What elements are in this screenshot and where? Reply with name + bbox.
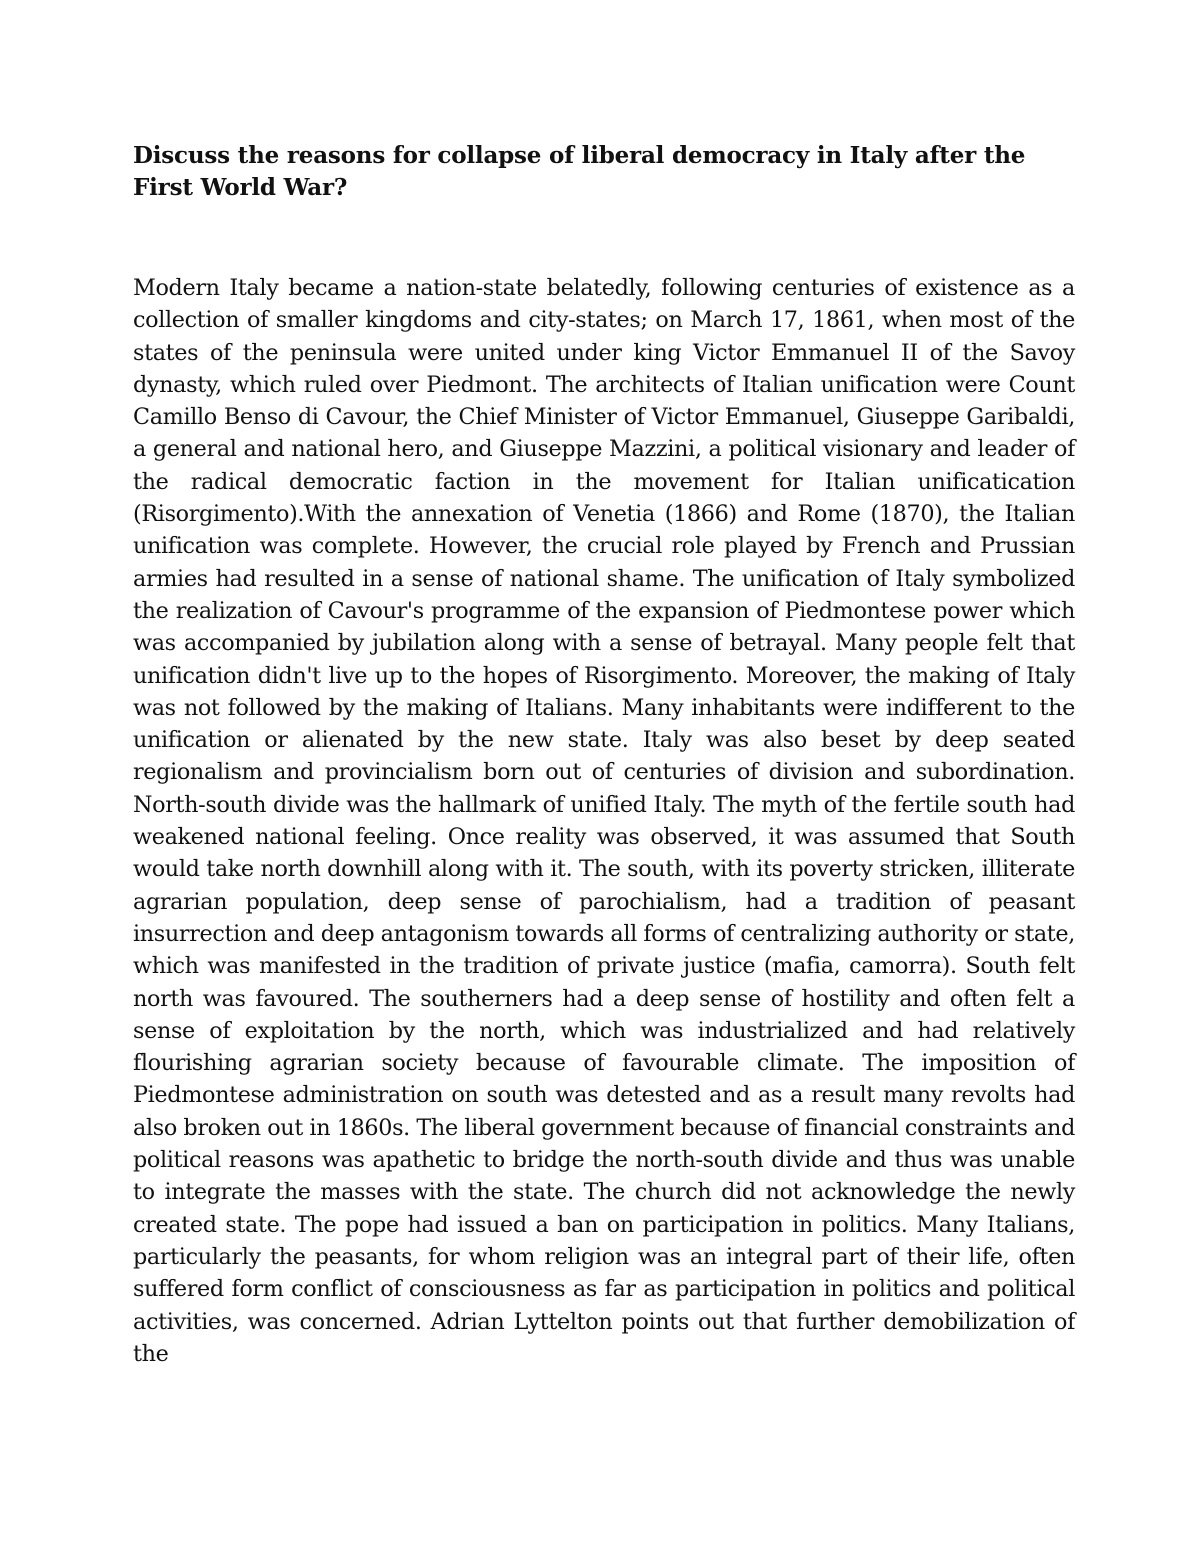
document-title: Discuss the reasons for collapse of liberal democracy in Italy after the First World War? [133, 142, 1026, 201]
document-body-paragraph: Modern Italy became a nation-state belatedly, following centuries of existence as a collection of smaller kingdoms and city-states; on March 17, 1861, when most of the states of the peninsula were united under king Victor Emmanuel II of the Savoy dynasty, which ruled over Piedmont. The architects of Italian unification were Count Camillo Benso di Cavour, the Chief Minister of Victor Emmanuel, Giuseppe Garibaldi, a general and national hero, and Giuseppe Mazzini, a political visionary and leader of the radical democratic faction in the movement for Italian unificatication (Risorgimento).With the annexation of Venetia (1866) and Rome (1870), the Italian unification was complete. However, the crucial role played by French and Prussian armies had resulted in a sense of national shame. The unification of Italy symbolized the realization of Cavour's programme of the expansion of Piedmontese power which was accompanied by jubilation along with a sense of betrayal. Many people felt that unification didn't live up to the hopes of Risorgimento. Moreover, the making of Italy was not followed by the making of Italians. Many inhabitants were indifferent to the unification or alienated by the new state. Italy was also beset by deep seated regionalism and provincialism born out of centuries of division and subordination. North-south divide was the hallmark of unified Italy. The myth of the fertile south had weakened national feeling. Once reality was observed, it was assumed that South would take north downhill along with it. The south, with its poverty stricken, illiterate agrarian population, deep sense of parochialism, had a tradition of peasant insurrection and deep antagonism towards all forms of centralizing authority or state, which was manifested in the tradition of private justice (mafia, camorra). South felt north was favoured. The southerners had a deep sense of hostility and often felt a sense of exploitation by the north, which was industrialized and had relatively flourishing agrarian society because of favourable climate. The imposition of Piedmontese administration on south was detested and as a result many revolts had also broken out in 1860s. The liberal government because of financial constraints and political reasons was apathetic to bridge the north-south divide and thus was unable to integrate the masses with the state. The church did not acknowledge the newly created state. The pope had issued a ban on participation in politics. Many Italians, particularly the peasants, for whom religion was an integral part of their life, often suffered form conflict of consciousness as far as participation in politics and political activities, was concerned. Adrian Lyttelton points out that further demobilization of the [133, 275, 1075, 1367]
document-content [133, 140, 1075, 1370]
